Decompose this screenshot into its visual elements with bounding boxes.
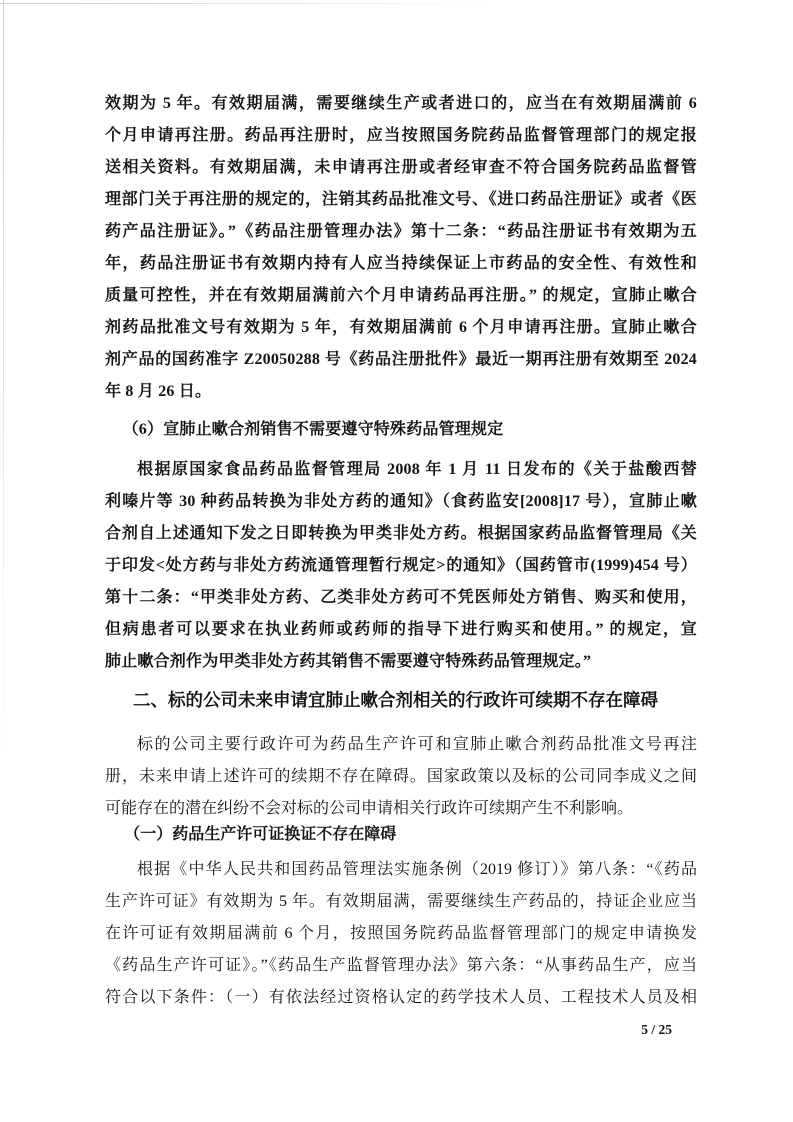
text-line: 根据《中华人民共和国药品管理法实施条例（2019 修订）》第八条：“《药品 bbox=[137, 861, 697, 878]
text-line: 但病患者可以要求在执业药师或药师的指导下进行购买和使用。” 的规定，宣 bbox=[105, 621, 697, 638]
text-line: 根据原国家食品药品监督管理局 2008 年 1 月 11 日发布的《关于盐酸西替 bbox=[137, 461, 697, 478]
text-line: 药产品注册证》。”《药品注册管理办法》第十二条：“药品注册证书有效期为五 bbox=[105, 223, 697, 240]
page-number: 5 / 25 bbox=[641, 1022, 672, 1037]
text-line: 效期为 5 年。有效期届满，需要继续生产或者进口的，应当在有效期届满前 6 bbox=[105, 95, 697, 112]
text-line: 理部门关于再注册的规定的，注销其药品批准文号、《进口药品注册证》或者《医 bbox=[105, 191, 697, 208]
para-otc-conversion bbox=[105, 454, 697, 678]
text-line: （一）药品生产许可证换证不存在障碍 bbox=[124, 826, 397, 843]
text-line: 《药品生产许可证》。”《药品生产监督管理办法》第六条：“从事药品生产，应当 bbox=[105, 957, 697, 974]
page-edge-left bbox=[3, 0, 4, 780]
text-line: 剂药品批准文号有效期为 5 年，有效期届满前 6 个月申请再注册。宣肺止嗽合 bbox=[105, 319, 697, 336]
text-line: 质量可控性，并在有效期届满前六个月申请药品再注册。” 的规定，宣肺止嗽合 bbox=[105, 287, 697, 304]
text-line: 第十二条：“甲类非处方药、乙类非处方药可不凭医师处方销售、购买和使用， bbox=[105, 589, 697, 606]
text-line: 年 8 月 26 日。 bbox=[105, 383, 212, 400]
heading-1-production-license bbox=[105, 819, 697, 851]
text-line: 合剂自上述通知下发之日即转换为甲类非处方药。根据国家药品监督管理局《关 bbox=[105, 525, 697, 542]
text-line: 送相关资料。有效期届满，未申请再注册或者经审查不符合国务院药品监督管 bbox=[105, 159, 697, 176]
text-line: （6）宣肺止嗽合剂销售不需要遵守特殊药品管理规定 bbox=[122, 421, 504, 438]
text-line: 于印发<处方药与非处方药流通管理暂行规定>的通知》（国药管市(1999)454 号） bbox=[105, 557, 697, 574]
text-line: 个月申请再注册。药品再注册时，应当按照国务院药品监督管理部门的规定报 bbox=[105, 127, 697, 144]
text-line: 肺止嗽合剂作为甲类非处方药其销售不需要遵守特殊药品管理规定。” bbox=[105, 653, 592, 670]
para-drug-reregistration-validity bbox=[105, 88, 697, 408]
text-line: 标的公司主要行政许可为药品生产许可和宣肺止嗽合剂药品批准文号再注 bbox=[137, 736, 697, 753]
text-line: 可能存在的潜在纠纷不会对标的公司申请相关行政许可续期产生不利影响。 bbox=[105, 800, 634, 817]
para-production-license-law bbox=[105, 854, 697, 1014]
text-line: 册，未来申请上述许可的续期不存在障碍。国家政策以及标的公司同李成义之间 bbox=[105, 768, 697, 785]
heading-section-2-license-renewal bbox=[105, 684, 697, 716]
text-line: 利嗪片等 30 种药品转换为非处方药的通知》（食药监安[2008]17 号），宣肺止嗽 bbox=[105, 493, 697, 510]
text-line: 符合以下条件：（一）有依法经过资格认定的药学技术人员、工程技术人员及相 bbox=[105, 989, 697, 1006]
text-line: 生产许可证》有效期为 5 年。有效期届满，需要继续生产药品的，持证企业应当 bbox=[105, 893, 697, 910]
text-line: 在许可证有效期届满前 6 个月，按照国务院药品监督管理部门的规定申请换发 bbox=[105, 925, 697, 942]
text-line: 年，药品注册证书有效期内持有人应当持续保证上市药品的安全性、有效性和 bbox=[105, 255, 697, 272]
para-admin-license-summary bbox=[105, 729, 697, 825]
text-line: 二、标的公司未来申请宜肺止嗽合剂相关的行政许可续期不存在障碍 bbox=[133, 690, 658, 710]
text-line: 剂产品的国药准字 Z20050288 号《药品注册批件》最近一期再注册有效期至 2024 bbox=[105, 351, 697, 368]
page-edge-top bbox=[0, 3, 500, 4]
heading-6-otc-sales bbox=[105, 414, 697, 446]
